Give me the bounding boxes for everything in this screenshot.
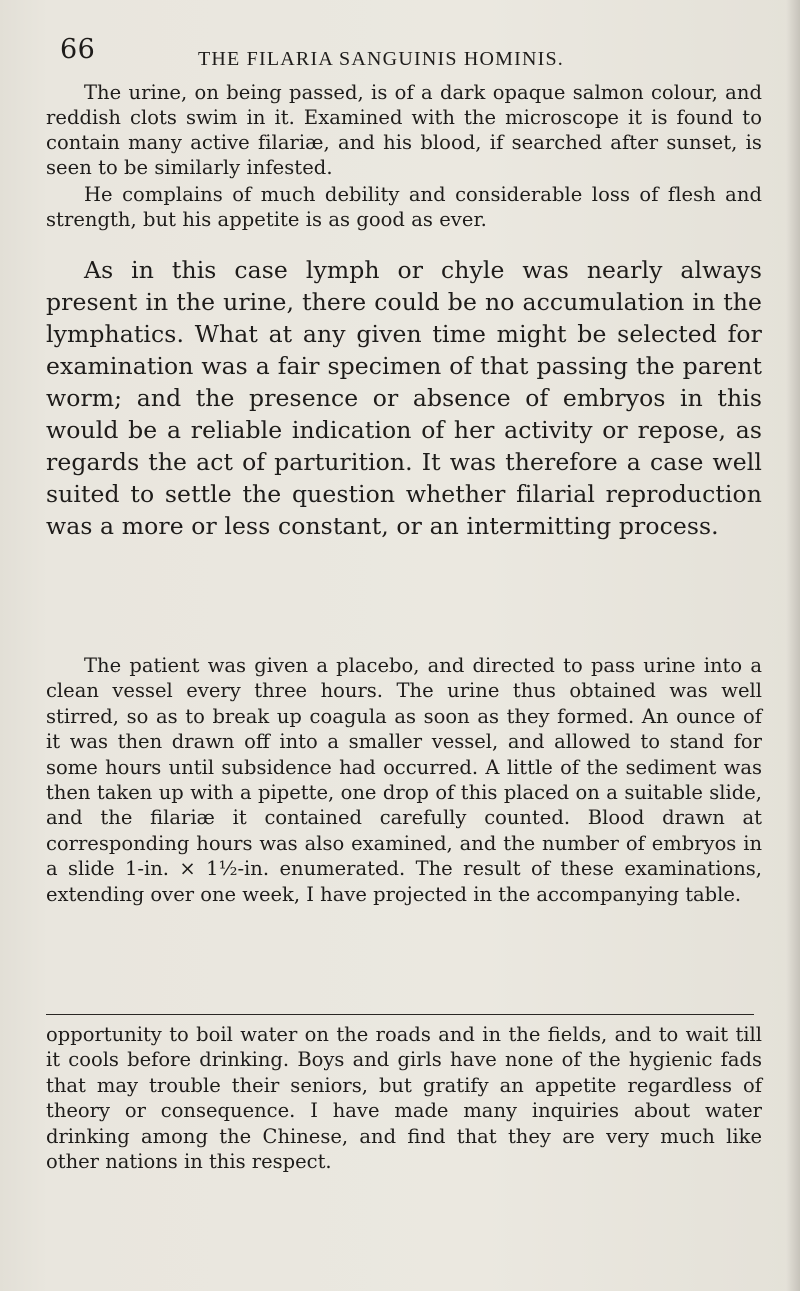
- footnote-block: [46, 1022, 762, 1174]
- case-description: [46, 80, 762, 232]
- paragraph-lymph: As in this case lymph or chyle was nearly always present in the urine, there could be no accumulation in the lymphatics. What at any given time might be selected for examination was a fair specimen of that passing the parent worm; and the presence or absence of embryos in this would be a reliable indication of her activity or repose, as regards the act of parturition. It was therefore a case well suited to settle the question whether filarial reproduction was a more or less constant, or an intermitting process.: [46, 256, 762, 540]
- paragraph-urine: The urine, on being passed, is of a dark opaque salmon colour, and reddish clots swim in it. Examined with the microscope it is found to contain many active filariæ, and his blood, if searched after sunset, is seen to be similarly infested.: [46, 81, 762, 179]
- running-title: THE FILARIA SANGUINIS HOMINIS.: [198, 48, 564, 70]
- footnote-divider: [46, 1014, 754, 1015]
- paragraph-debility: He complains of much debility and considerable loss of flesh and strength, but his appetite is as good as ever.: [46, 183, 762, 231]
- footnote-text: opportunity to boil water on the roads and in the fields, and to wait till it cools before drinking. Boys and girls have none of the hygienic fads that may trouble their seniors, but gratify an appetite regardless of theory or consequence. I have made many inquiries about water drinking among the Chinese, and find that they are very much like other nations in this respect.: [46, 1023, 762, 1174]
- page-number: 66: [60, 34, 96, 65]
- paragraph-method: The patient was given a placebo, and directed to pass urine into a clean vessel every three hours. The urine thus obtained was well stirred, so as to break up coagula as soon as they formed. An ounce of it was then drawn off into a smaller vessel, and allowed to stand for some hours until subsidence had occurred. A little of the sediment was then taken up with a pipette, one drop of this placed on a suitable slide, and the filariæ it contained carefully counted. Blood drawn at corresponding hours was also examined, and the number of embryos in a slide 1-in. × 1½-in. enumerated. The result of these examinations, extending over one week, I have projected in the accompanying table.: [46, 654, 762, 906]
- page-edge-shadow: [786, 0, 800, 1291]
- page-header: [60, 34, 760, 74]
- large-type-passage: [46, 254, 762, 542]
- method-passage: [46, 653, 762, 907]
